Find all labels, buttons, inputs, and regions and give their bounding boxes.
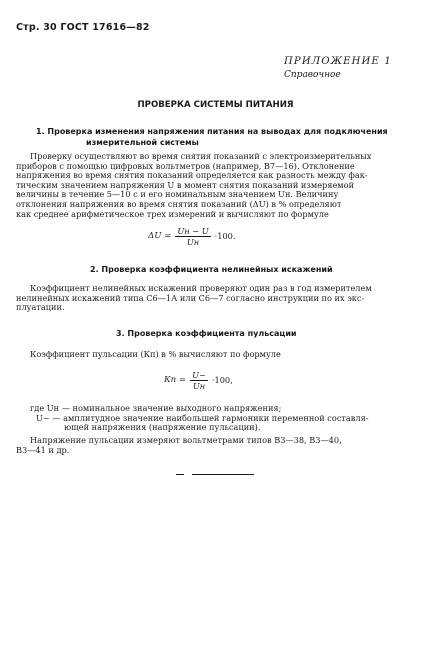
where-line: ющей напряжения (напряжение пульсации). <box>64 422 261 433</box>
section1-line: как среднее арифметическое трех измерений и вычисляют по формуле <box>16 208 329 219</box>
section1-line: приборов с помощью цифровых вольтметров (например, В7—16). Отклонение <box>16 160 355 171</box>
formula-kp-denominator: Uн <box>192 380 206 391</box>
section1-paragraph <box>16 152 412 219</box>
final-line: В3—41 и др. <box>16 444 70 455</box>
section1-line: величины в течение 5—10 с и его номинальным значением Uн. Величину <box>16 189 339 200</box>
section2-line: плуатации. <box>16 302 65 313</box>
appendix-title: ПРИЛОЖЕНИЕ 1 <box>284 56 392 67</box>
section3-heading: 3. Проверка коэффициента пульсации <box>116 329 297 338</box>
where-line: где Uн — номинальное значение выходного напряжения; <box>30 403 282 413</box>
appendix-subtitle: Справочное <box>284 70 341 80</box>
section2-paragraph <box>16 284 412 313</box>
end-rule-long <box>192 474 254 475</box>
formula-delta-u-fraction <box>175 226 210 247</box>
formula-delta-u-rhs: ·100. <box>214 231 236 241</box>
formula-delta-u-numerator: Uн − U <box>177 225 209 236</box>
main-title: ПРОВЕРКА СИСТЕМЫ ПИТАНИЯ <box>137 100 294 110</box>
section1-heading <box>36 126 396 148</box>
section1-line: отклонения напряжения во время снятия показаний (ΔU) в % определяют <box>16 198 342 209</box>
formula-delta-u <box>148 224 236 248</box>
section2-line: Коэффициент нелинейных искажений проверяют один раз в год измерителем <box>30 283 372 293</box>
section1-line: напряжения во время снятия показаний определяется как разность между фак- <box>16 170 368 181</box>
section3-where <box>30 404 414 433</box>
section3-intro: Коэффициент пульсации (Кп) в % вычисляют по формуле <box>30 349 281 359</box>
end-rule-short <box>176 474 184 475</box>
section1-heading-line1: 1. Проверка изменения напряжения питания на выводах для подключения <box>36 127 388 136</box>
section2-heading: 2. Проверка коэффициента нелинейных искажений <box>90 265 333 274</box>
formula-delta-u-lhs: ΔU = <box>148 231 172 241</box>
formula-kp-lhs: Кп = <box>164 375 187 385</box>
formula-kp-numerator: U~ <box>192 369 206 380</box>
where-line: U~ — амплитудное значение наибольшей гармоники переменной составля- <box>36 412 369 423</box>
page-header: Стр. 30 ГОСТ 17616—82 <box>16 22 150 33</box>
section2-line: нелинейных искажений типа С6—1А или С6—7 согласно инструкции по их экс- <box>16 292 365 303</box>
formula-kp-fraction <box>190 370 208 391</box>
formula-kp-rhs: ·100, <box>211 375 233 385</box>
section3-final <box>16 436 412 455</box>
section1-heading-line2: измерительной системы <box>86 138 199 147</box>
formula-delta-u-denominator: Uн <box>186 236 200 247</box>
section1-line: Проверку осуществляют во время снятия показаний с электроизмерительных <box>30 151 372 161</box>
section1-line: тическим значением напряжения U в момент снятия показаний измеряемой <box>16 179 355 190</box>
final-line: Напряжение пульсации измеряют вольтметрами типов В3—38, В3—40, <box>30 435 342 445</box>
formula-kp <box>164 368 233 392</box>
